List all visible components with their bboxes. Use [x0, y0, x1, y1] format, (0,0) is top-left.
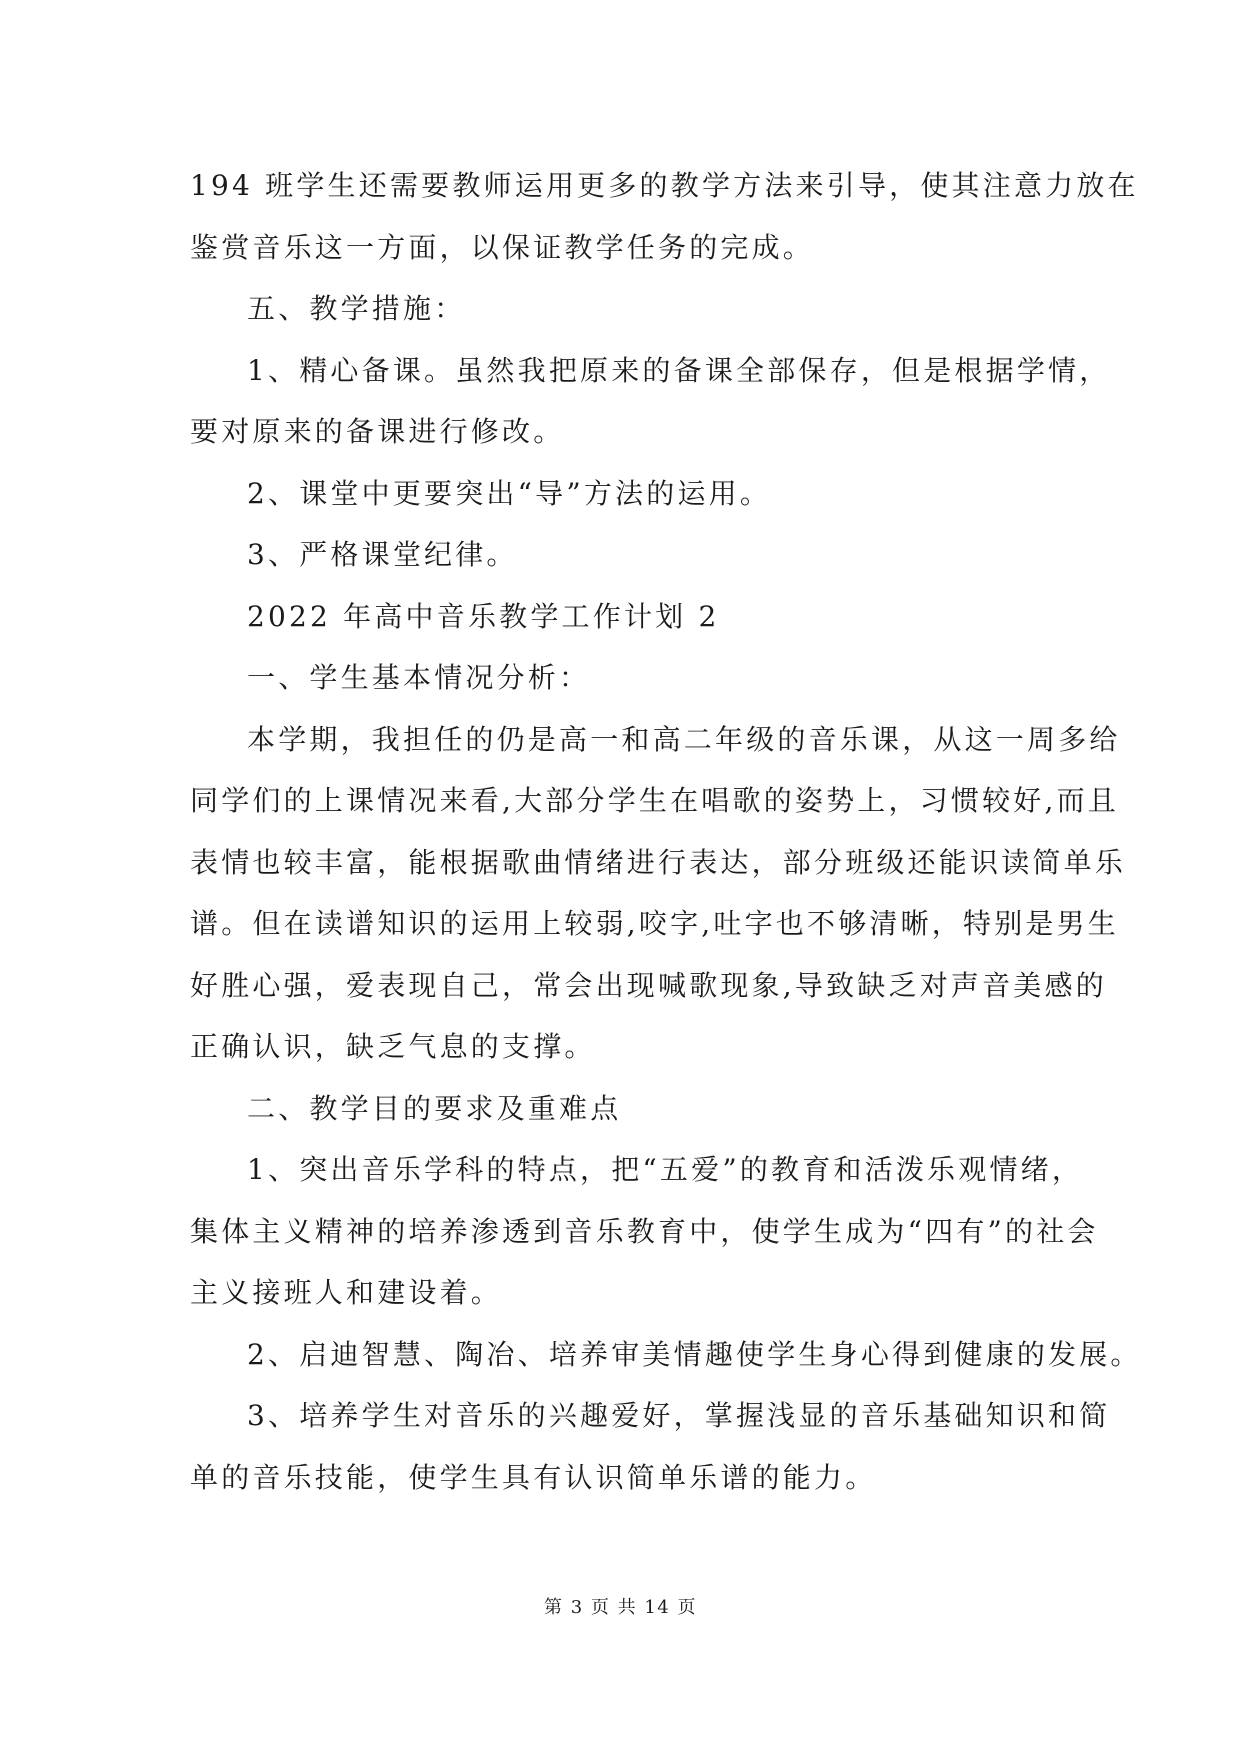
text-line: 表情也较丰富，能根据歌曲情绪进行表达，部分班级还能识读简单乐 [190, 845, 1127, 879]
text-line: 要对原来的备课进行修改。 [190, 415, 565, 448]
text-line: 同学们的上课情况来看,大部分学生在唱歌的姿势上，习惯较好,而且 [190, 784, 1120, 817]
page-number-footer: 第 3 页 共 14 页 [544, 1597, 697, 1618]
text-line: 2022 年高中音乐教学工作计划 2 [247, 599, 720, 633]
text-line: 鉴赏音乐这一方面，以保证教学任务的完成。 [190, 230, 815, 264]
text-line: 194 班学生还需要教师运用更多的教学方法来引导，使其注意力放在 [190, 169, 1139, 202]
text-line: 五、教学措施： [247, 292, 466, 325]
text-line: 单的音乐技能，使学生具有认识简单乐谱的能力。 [190, 1460, 877, 1494]
text-line: 主义接班人和建设着。 [190, 1276, 503, 1309]
text-line: 3、严格课堂纪律。 [247, 538, 518, 571]
text-line: 好胜心强，爱表现自己，常会出现喊歌现象,导致缺乏对声音美感的 [190, 968, 1107, 1002]
text-line: 一、学生基本情况分析： [247, 661, 591, 694]
text-line: 2、课堂中更要突出“导”方法的运用。 [247, 476, 772, 510]
text-line: 2、启迪智慧、陶冶、培养审美情趣使学生身心得到健康的发展。 [247, 1337, 1142, 1371]
text-line: 谱。但在读谱知识的运用上较弱,咬字,吐字也不够清晰，特别是男生 [190, 907, 1120, 940]
text-line: 集体主义精神的培养渗透到音乐教育中，使学生成为“四有”的社会 [190, 1214, 1099, 1248]
text-line: 正确认识，缺乏气息的支撑。 [190, 1030, 596, 1063]
text-line: 二、教学目的要求及重难点 [247, 1091, 622, 1125]
document-body [190, 155, 1142, 1508]
text-line: 1、突出音乐学科的特点，把“五爱”的教育和活泼乐观情绪， [247, 1153, 1084, 1186]
text-line: 1、精心备课。虽然我把原来的备课全部保存，但是根据学情， [247, 353, 1111, 387]
text-line: 3、培养学生对音乐的兴趣爱好，掌握浅显的音乐基础知识和简 [247, 1399, 1111, 1432]
text-line: 本学期，我担任的仍是高一和高二年级的音乐课，从这一周多给 [247, 722, 1121, 756]
